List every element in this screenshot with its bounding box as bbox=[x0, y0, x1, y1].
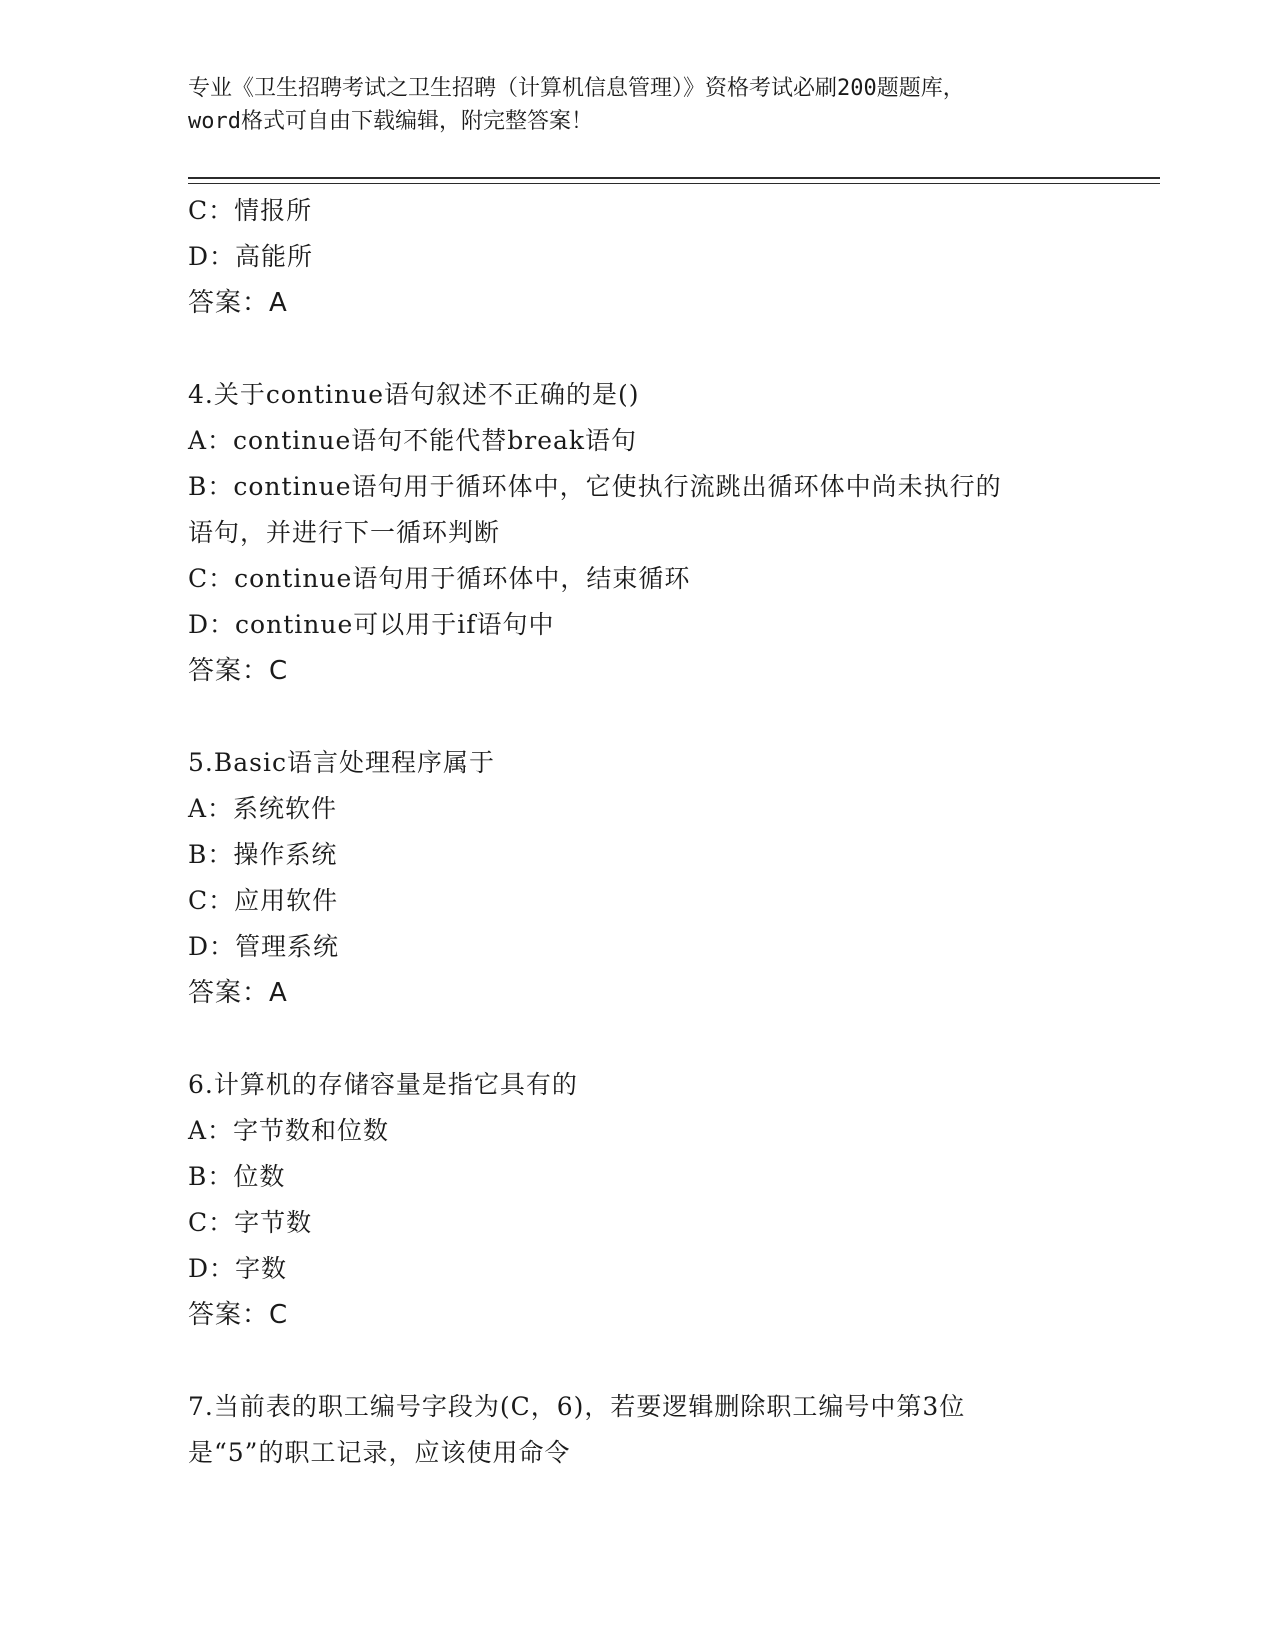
option-b-continued: 语句，并进行下一循环判断 bbox=[188, 518, 501, 547]
question-stem: 5.Basic语言处理程序属于 bbox=[188, 748, 495, 777]
option-c: C：continue语句用于循环体中，结束循环 bbox=[188, 564, 691, 593]
option-a: A：continue语句不能代替break语句 bbox=[188, 426, 638, 455]
option-d: D：continue可以用于if语句中 bbox=[188, 610, 555, 639]
option-a: A：系统软件 bbox=[188, 794, 338, 823]
prev-question-option-d: D：高能所 bbox=[188, 242, 314, 271]
option-d: D：字数 bbox=[188, 1254, 288, 1283]
header-title-line-2: word格式可自由下载编辑，附完整答案！ bbox=[188, 109, 593, 134]
option-b: B：位数 bbox=[188, 1162, 286, 1191]
option-d: D：管理系统 bbox=[188, 932, 340, 961]
question-list bbox=[188, 188, 1148, 1476]
question-7 bbox=[188, 1384, 1148, 1476]
prev-question-option-c: C：情报所 bbox=[188, 196, 313, 225]
answer: 答案：C bbox=[188, 1300, 289, 1330]
question-5 bbox=[188, 740, 1148, 1016]
question-gap bbox=[188, 1016, 1148, 1062]
header-title-line-1: 专业《卫生招聘考试之卫生招聘（计算机信息管理）》资格考试必刷200题题库， bbox=[188, 76, 965, 101]
question-stem: 7.当前表的职工编号字段为(C，6)，若要逻辑删除职工编号中第3位 bbox=[188, 1392, 966, 1421]
question-gap bbox=[188, 326, 1148, 372]
option-a: A：字节数和位数 bbox=[188, 1116, 390, 1145]
option-b: B：continue语句用于循环体中，它使执行流跳出循环体中尚未执行的 bbox=[188, 472, 1002, 501]
question-stem: 6.计算机的存储容量是指它具有的 bbox=[188, 1070, 578, 1099]
option-c: C：字节数 bbox=[188, 1208, 313, 1237]
option-b: B：操作系统 bbox=[188, 840, 338, 869]
option-c: C：应用软件 bbox=[188, 886, 339, 915]
header-divider-thick bbox=[188, 177, 1160, 179]
prev-question-answer: 答案：A bbox=[188, 288, 288, 318]
question-gap bbox=[188, 694, 1148, 740]
question-4 bbox=[188, 372, 1148, 694]
question-gap bbox=[188, 1338, 1148, 1384]
document-header bbox=[188, 72, 1088, 138]
question-stem: 4.关于continue语句叙述不正确的是() bbox=[188, 380, 640, 409]
header-divider-thin bbox=[188, 183, 1160, 184]
answer: 答案：C bbox=[188, 656, 289, 686]
answer: 答案：A bbox=[188, 978, 288, 1008]
question-stem-continued: 是“5”的职工记录，应该使用命令 bbox=[188, 1438, 571, 1467]
question-6 bbox=[188, 1062, 1148, 1338]
